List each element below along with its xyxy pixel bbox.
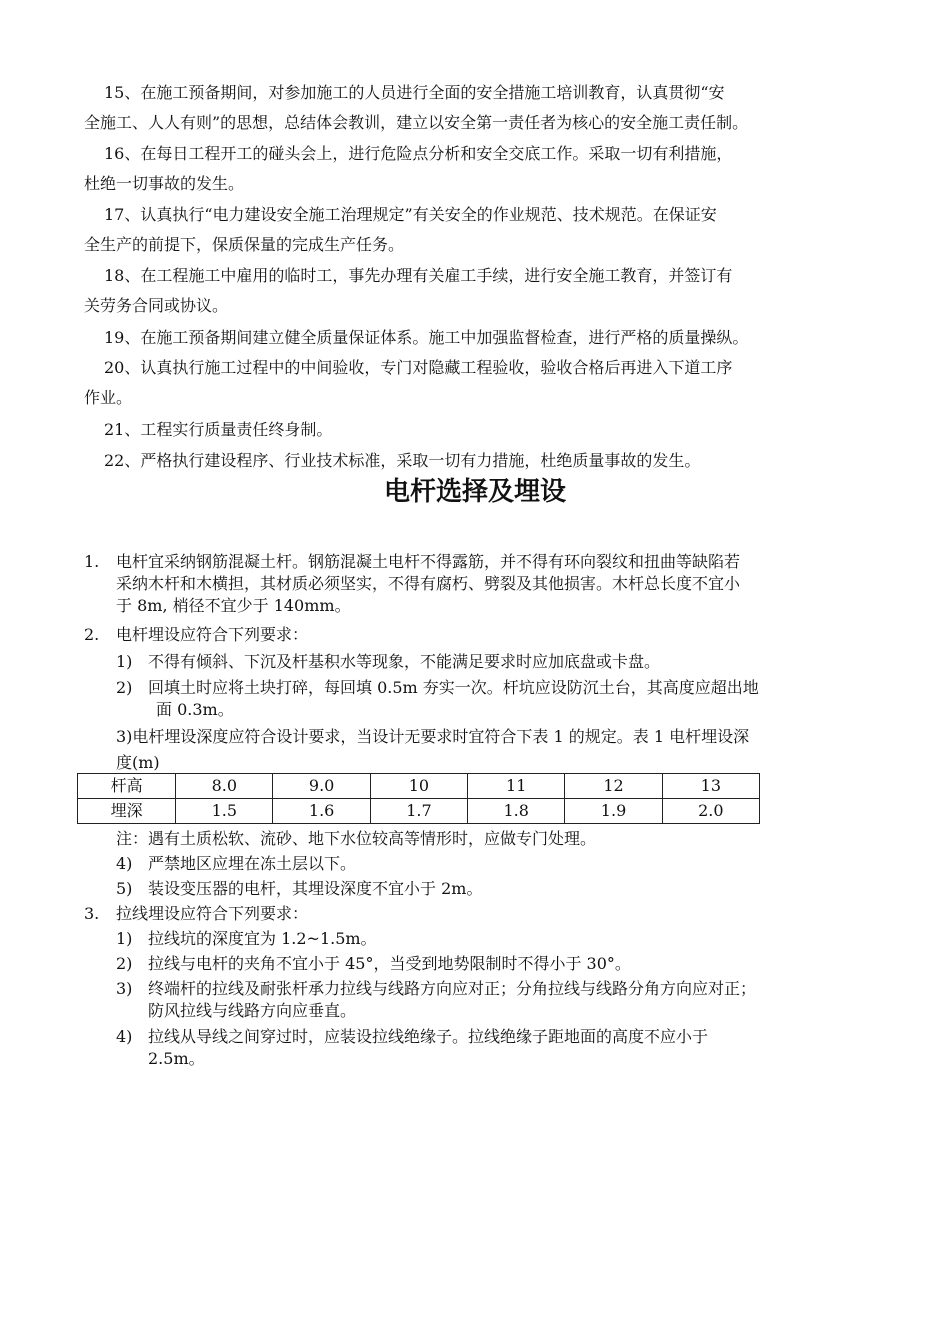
- sub-item-2-3: [116, 724, 876, 776]
- paragraph-line: 18、在工程施工中雇用的临时工，事先办理有关雇工手续，进行安全施工教育，并签订有: [104, 266, 733, 285]
- table-cell: 1.7: [370, 799, 467, 824]
- sub-item-line: 拉线从导线之间穿过时，应装设拉线绝缘子。拉线绝缘子距地面的高度不应小于: [148, 1027, 709, 1046]
- table-row: [78, 774, 760, 799]
- list-number: 3.: [84, 904, 100, 923]
- paragraph-21: [84, 415, 884, 445]
- table-row-label: 埋深: [78, 799, 176, 824]
- sub-list-number: 2): [116, 678, 133, 697]
- table-cell: 1.6: [273, 799, 370, 824]
- table-cell: 9.0: [273, 774, 370, 799]
- list-item-2-text: 电杆埋设应符合下列要求：: [116, 625, 309, 644]
- sub-item-3-2: 拉线与电杆的夹角不宜小于 45°，当受到地势限制时不得小于 30°。: [148, 954, 631, 973]
- paragraph-line: 19、在施工预备期间建立健全质量保证体系。施工中加强监督检查，进行严格的质量操纵。: [104, 328, 749, 347]
- paragraph-line: 全施工、人人有则”的思想，总结体会教训，建立以安全第一责任者为核心的安全施工责任制。: [84, 113, 749, 132]
- paragraph-line: 杜绝一切事故的发生。: [84, 174, 245, 193]
- paragraph-22: [84, 446, 884, 476]
- table-cell: 2.0: [662, 799, 759, 824]
- paragraph-17: [84, 200, 884, 260]
- list-number: 1.: [84, 552, 100, 571]
- table-cell: 1.5: [176, 799, 273, 824]
- sub-item-2-4: 严禁地区应埋在冻土层以下。: [148, 854, 357, 873]
- sub-item-3-1: 拉线坑的深度宜为 1.2~1.5m。: [148, 929, 377, 948]
- table-note: 注：遇有土质松软、流砂、地下水位较高等情形时，应做专门处理。: [116, 829, 597, 848]
- sub-item-3-4: [148, 1026, 888, 1070]
- table-cell: 10: [370, 774, 467, 799]
- table-row-label: 杆高: [78, 774, 176, 799]
- sub-item-line: 面 0.3m。: [156, 700, 234, 719]
- sub-list-number: 3): [116, 979, 133, 998]
- paragraph-18: [84, 261, 884, 321]
- paragraph-line: 全生产的前提下，保质保量的完成生产任务。: [84, 235, 405, 254]
- sub-item-3-3: [148, 978, 888, 1022]
- paragraph-16: [84, 139, 884, 199]
- sub-list-number: 4): [116, 1027, 133, 1046]
- table-cell: 13: [662, 774, 759, 799]
- section-title: 电杆选择及埋设: [383, 477, 566, 507]
- table-cell: 1.8: [468, 799, 565, 824]
- paragraph-line: 20、认真执行施工过程中的中间验收，专门对隐藏工程验收，验收合格后再进入下道工序: [104, 358, 733, 377]
- sub-item-line: 防风拉线与线路方向应垂直。: [148, 1001, 357, 1020]
- paragraph-line: 22、严格执行建设程序、行业技术标准，采取一切有力措施，杜绝质量事故的发生。: [104, 451, 701, 470]
- list-item-line: 采纳木杆和木横担，其材质必须坚实，不得有腐朽、劈裂及其他损害。木杆总长度不宜小: [116, 574, 741, 593]
- list-item-line: 于 8m, 梢径不宜少于 140mm。: [116, 596, 351, 615]
- paragraph-line: 15、在施工预备期间，对参加施工的人员进行全面的安全措施工培训教育，认真贯彻“安: [104, 83, 725, 102]
- table-row: [78, 799, 760, 824]
- paragraph-line: 16、在每日工程开工的碰头会上，进行危险点分析和安全交底工作。采取一切有利措施，: [104, 144, 733, 163]
- paragraph-20: [84, 353, 884, 413]
- paragraph-line: 作业。: [84, 388, 133, 407]
- sub-item-line: 回填土时应将土块打碎，每回填 0.5m 夯实一次。杆坑应设防沉土台，其高度应超出地: [148, 678, 759, 697]
- sub-list-number: 1): [116, 929, 133, 948]
- table-cell: 8.0: [176, 774, 273, 799]
- paragraph-line: 17、认真执行“电力建设安全施工治理规定”有关安全的作业规范、技术规范。在保证安: [104, 205, 717, 224]
- list-item-line: 电杆宜采纳钢筋混凝土杆。钢筋混凝土电杆不得露筋，并不得有环向裂纹和扭曲等缺陷若: [116, 552, 741, 571]
- sub-list-number: 2): [116, 954, 133, 973]
- paragraph-15: [84, 78, 884, 138]
- list-item-1: [116, 551, 876, 617]
- table-cell: 1.9: [565, 799, 662, 824]
- sub-item-line: 度(m): [116, 753, 160, 772]
- paragraph-19: [84, 323, 884, 353]
- paragraph-line: 关劳务合同或协议。: [84, 296, 229, 315]
- paragraph-line: 21、工程实行质量责任终身制。: [104, 420, 333, 439]
- list-item-3-text: 拉线埋设应符合下列要求：: [116, 904, 309, 923]
- sub-list-number: 4): [116, 854, 133, 873]
- sub-item-line: 终端杆的拉线及耐张杆承力拉线与线路方向应对正；分角拉线与线路分角方向应对正；: [148, 979, 757, 998]
- sub-item-2-1: 不得有倾斜、下沉及杆基积水等现象，不能满足要求时应加底盘或卡盘。: [148, 652, 661, 671]
- pole-depth-table: [77, 773, 760, 824]
- list-number: 2.: [84, 625, 100, 644]
- sub-list-number: 5): [116, 879, 133, 898]
- sub-item-2-5: 装设变压器的电杆，其埋设深度不宜小于 2m。: [148, 879, 483, 898]
- table-cell: 11: [468, 774, 565, 799]
- sub-list-number: 1): [116, 652, 133, 671]
- sub-item-line: 2.5m。: [148, 1049, 205, 1068]
- table-cell: 12: [565, 774, 662, 799]
- sub-item-2-2: [148, 677, 888, 721]
- sub-item-line: 3)电杆埋设深度应符合设计要求，当设计无要求时宜符合下表 1 的规定。表 1 电杆埋设深: [116, 727, 750, 746]
